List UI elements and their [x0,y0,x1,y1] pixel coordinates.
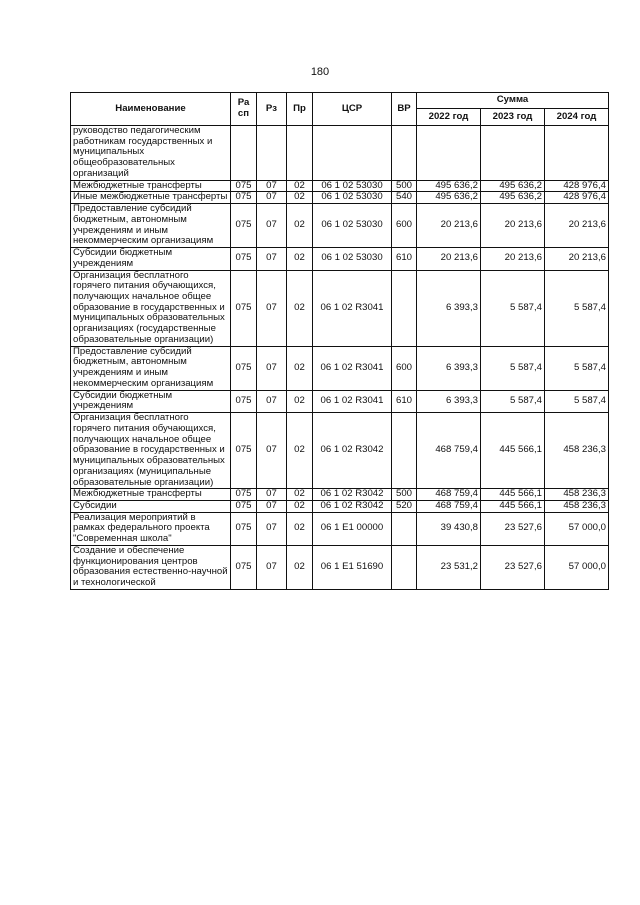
cell-rz: 07 [257,248,287,270]
cell-2022: 39 430,8 [417,512,481,545]
cell-rz: 07 [257,413,287,489]
cell-pr: 02 [287,500,313,512]
table-row [71,204,609,248]
cell-rasp: 075 [231,192,257,204]
cell-2023: 5 587,4 [481,346,545,390]
cell-rasp: 075 [231,204,257,248]
cell-csr: 06 1 02 R3042 [313,413,392,489]
cell-rasp: 075 [231,545,257,589]
cell-rz: 07 [257,545,287,589]
cell-csr: 06 1 02 53030 [313,180,392,192]
cell-vr: 600 [392,346,417,390]
cell-csr: 06 1 02 R3041 [313,390,392,412]
cell-name: руководство педагогическим работникам государственных и муниципальных общеобразовательных организаций [71,126,231,181]
cell-rasp: 075 [231,489,257,501]
table-row [71,413,609,489]
cell-pr: 02 [287,545,313,589]
cell-2023: 495 636,2 [481,180,545,192]
cell-rz: 07 [257,512,287,545]
cell-pr: 02 [287,346,313,390]
table-row [71,192,609,204]
cell-2022: 20 213,6 [417,248,481,270]
cell-2024: 428 976,4 [545,180,609,192]
cell-csr [313,126,392,181]
cell-vr [392,545,417,589]
cell-rz: 07 [257,180,287,192]
budget-table [70,92,609,590]
cell-2023: 445 566,1 [481,500,545,512]
cell-rasp: 075 [231,180,257,192]
cell-2024: 5 587,4 [545,390,609,412]
cell-vr [392,270,417,346]
table-row [71,512,609,545]
cell-name: Иные межбюджетные трансферты [71,192,231,204]
cell-pr: 02 [287,180,313,192]
cell-2024: 458 236,3 [545,413,609,489]
cell-2022: 6 393,3 [417,346,481,390]
cell-2023: 23 527,6 [481,512,545,545]
cell-name: Организация бесплатного горячего питания обучающихся, получающих начальное общее образование в государственных и муниципальных образовательных организациях (государственные образовательные организации) [71,270,231,346]
cell-pr: 02 [287,413,313,489]
cell-2022: 495 636,2 [417,192,481,204]
header-2024: 2024 год [545,109,609,126]
cell-vr [392,512,417,545]
cell-rasp: 075 [231,413,257,489]
cell-pr: 02 [287,204,313,248]
cell-2024: 57 000,0 [545,545,609,589]
header-name: Наименование [71,93,231,126]
cell-2023: 445 566,1 [481,413,545,489]
cell-csr: 06 1 E1 00000 [313,512,392,545]
cell-name: Межбюджетные трансферты [71,489,231,501]
cell-name: Субсидии бюджетным учреждениям [71,390,231,412]
cell-2023: 20 213,6 [481,248,545,270]
table-row [71,126,609,181]
header-vr: ВР [392,93,417,126]
cell-rasp: 075 [231,346,257,390]
cell-2022: 6 393,3 [417,270,481,346]
cell-rz: 07 [257,204,287,248]
cell-rz: 07 [257,390,287,412]
table-row [71,248,609,270]
table-row [71,346,609,390]
cell-csr: 06 1 E1 51690 [313,545,392,589]
cell-rz: 07 [257,192,287,204]
cell-pr: 02 [287,390,313,412]
cell-vr: 520 [392,500,417,512]
cell-csr: 06 1 02 53030 [313,192,392,204]
cell-2023: 445 566,1 [481,489,545,501]
cell-2024: 20 213,6 [545,204,609,248]
cell-2024: 428 976,4 [545,192,609,204]
cell-name: Создание и обеспечение функционирования центров образования естественно-научной и технологической [71,545,231,589]
cell-2022: 468 759,4 [417,413,481,489]
cell-vr: 610 [392,248,417,270]
cell-2023: 20 213,6 [481,204,545,248]
table-row [71,489,609,501]
cell-rz: 07 [257,270,287,346]
header-rz: Рз [257,93,287,126]
cell-2024: 458 236,3 [545,489,609,501]
cell-rasp: 075 [231,512,257,545]
header-2023: 2023 год [481,109,545,126]
cell-name: Предоставление субсидий бюджетным, автономным учреждениям и иным некоммерческим организациям [71,346,231,390]
cell-rasp: 075 [231,390,257,412]
cell-csr: 06 1 02 R3042 [313,500,392,512]
cell-2023: 23 527,6 [481,545,545,589]
cell-2022 [417,126,481,181]
header-rasp: Ра сп [231,93,257,126]
cell-2024 [545,126,609,181]
cell-name: Субсидии бюджетным учреждениям [71,248,231,270]
cell-csr: 06 1 02 R3041 [313,270,392,346]
cell-2023: 495 636,2 [481,192,545,204]
cell-csr: 06 1 02 53030 [313,204,392,248]
cell-rasp [231,126,257,181]
cell-2022: 20 213,6 [417,204,481,248]
cell-2022: 468 759,4 [417,489,481,501]
cell-2024: 57 000,0 [545,512,609,545]
cell-rz: 07 [257,500,287,512]
table-row [71,270,609,346]
cell-rz: 07 [257,346,287,390]
cell-name: Организация бесплатного горячего питания обучающихся, получающих начальное общее образование в государственных и муниципальных образовательных организациях (муниципальные образовательные организации) [71,413,231,489]
table-header [71,93,609,126]
header-sum: Сумма [417,93,609,109]
cell-pr: 02 [287,489,313,501]
header-2022: 2022 год [417,109,481,126]
cell-pr: 02 [287,270,313,346]
cell-name: Субсидии [71,500,231,512]
table-row [71,545,609,589]
cell-vr: 500 [392,180,417,192]
cell-pr: 02 [287,192,313,204]
cell-rz: 07 [257,489,287,501]
table-body [71,126,609,590]
cell-pr: 02 [287,512,313,545]
cell-vr [392,413,417,489]
cell-2022: 6 393,3 [417,390,481,412]
cell-2024: 5 587,4 [545,346,609,390]
cell-vr: 500 [392,489,417,501]
cell-pr [287,126,313,181]
table-row [71,180,609,192]
table-row [71,500,609,512]
page-number: 180 [310,66,330,78]
cell-name: Реализация мероприятий в рамках федерального проекта "Современная школа" [71,512,231,545]
cell-2024: 20 213,6 [545,248,609,270]
cell-2023: 5 587,4 [481,270,545,346]
cell-name: Предоставление субсидий бюджетным, автономным учреждениям и иным некоммерческим организациям [71,204,231,248]
cell-2024: 458 236,3 [545,500,609,512]
cell-rasp: 075 [231,248,257,270]
cell-name: Межбюджетные трансферты [71,180,231,192]
cell-2023: 5 587,4 [481,390,545,412]
header-pr: Пр [287,93,313,126]
cell-2022: 23 531,2 [417,545,481,589]
cell-vr [392,126,417,181]
cell-rasp: 075 [231,270,257,346]
cell-2022: 495 636,2 [417,180,481,192]
cell-csr: 06 1 02 R3042 [313,489,392,501]
cell-csr: 06 1 02 R3041 [313,346,392,390]
cell-pr: 02 [287,248,313,270]
cell-vr: 540 [392,192,417,204]
cell-rasp: 075 [231,500,257,512]
header-csr: ЦСР [313,93,392,126]
table-row [71,390,609,412]
cell-2024: 5 587,4 [545,270,609,346]
cell-2023 [481,126,545,181]
cell-csr: 06 1 02 53030 [313,248,392,270]
cell-vr: 600 [392,204,417,248]
cell-2022: 468 759,4 [417,500,481,512]
cell-vr: 610 [392,390,417,412]
cell-rz [257,126,287,181]
